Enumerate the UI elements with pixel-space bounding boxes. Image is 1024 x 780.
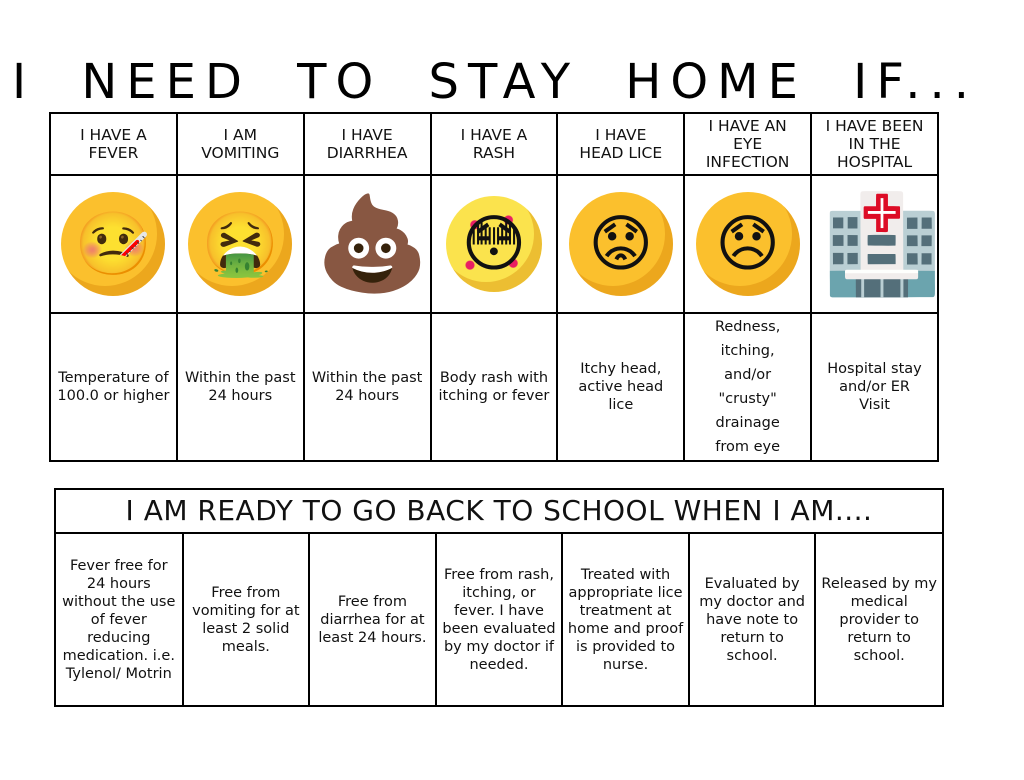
- icon-cell-eye-infection: [684, 175, 811, 313]
- vomiting-face-icon: 🤮: [188, 192, 292, 296]
- fever-face-icon: 🤒: [61, 192, 165, 296]
- return-criteria-diarrhea: Free from diarrhea for at least 24 hours.: [309, 534, 436, 705]
- header-hospital: I HAVE BEEN IN THE HOSPITAL: [811, 113, 938, 175]
- hospital-icon: 🏥: [822, 188, 943, 300]
- return-to-school-table: [56, 534, 942, 705]
- icon-cell-rash: [431, 175, 558, 313]
- icon-cell-diarrhea: [304, 175, 431, 313]
- return-criteria-head-lice: Treated with appropriate lice treatment at home and proof is provided to nurse.: [562, 534, 689, 705]
- header-rash: I HAVE A RASH: [431, 113, 558, 175]
- rash-face-icon: 😳: [446, 196, 542, 292]
- header-vomiting: I AM VOMITING: [177, 113, 304, 175]
- header-eye-infection: I HAVE AN EYE INFECTION: [684, 113, 811, 175]
- criteria-hospital: Hospital stay and/or ER Visit: [811, 313, 938, 461]
- header-fever: I HAVE A FEVER: [50, 113, 177, 175]
- criteria-diarrhea: Within the past 24 hours: [304, 313, 431, 461]
- return-criteria-eye-infection: Evaluated by my doctor and have note to return to school.: [689, 534, 816, 705]
- icon-cell-vomiting: [177, 175, 304, 313]
- scratching-head-face-icon: 😟: [569, 192, 673, 296]
- criteria-vomiting: Within the past 24 hours: [177, 313, 304, 461]
- icon-cell-head-lice: [557, 175, 684, 313]
- return-criteria-rash: Free from rash, itching, or fever. I have been evaluated by my doctor if needed.: [436, 534, 563, 705]
- icon-cell-hospital: [811, 175, 943, 313]
- criteria-head-lice: Itchy head, active head lice: [557, 313, 684, 461]
- return-to-school-box: [54, 488, 944, 707]
- header-head-lice: I HAVE HEAD LICE: [557, 113, 684, 175]
- poop-icon: 💩: [315, 190, 430, 297]
- eye-infection-face-icon: 😞: [696, 192, 800, 296]
- page-title: I NEED TO STAY HOME IF...: [11, 54, 978, 110]
- criteria-eye-infection: Redness, itching, and/or "crusty" drainage from eye: [684, 313, 811, 461]
- criteria-rash: Body rash with itching or fever: [431, 313, 558, 461]
- criteria-fever: Temperature of 100.0 or higher: [50, 313, 177, 461]
- return-criteria-hospital: Released by my medical provider to return to school.: [815, 534, 942, 705]
- header-diarrhea: I HAVE DIARRHEA: [304, 113, 431, 175]
- icon-cell-fever: [50, 175, 177, 313]
- return-to-school-title: I AM READY TO GO BACK TO SCHOOL WHEN I AM....: [56, 490, 942, 534]
- stay-home-table: [49, 112, 943, 462]
- return-criteria-fever: Fever free for 24 hours without the use of fever reducing medication. i.e. Tylenol/ Motrin: [56, 534, 183, 705]
- return-criteria-vomiting: Free from vomiting for at least 2 solid meals.: [183, 534, 310, 705]
